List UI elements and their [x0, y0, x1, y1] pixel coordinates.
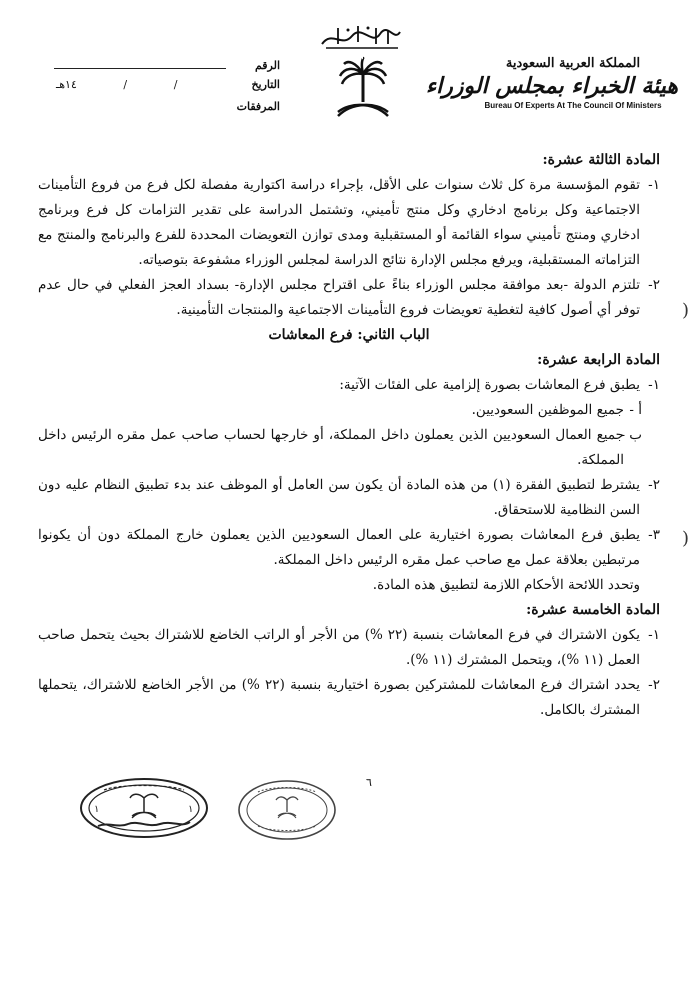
item-text: يشترط لتطبيق الفقرة (١) من هذه المادة أن يكون سن العامل أو الموظف عند بدء تطبيق النظام عليه دون السن النظامية للاستحقاق. [38, 477, 640, 518]
article-15-item-2 [38, 673, 660, 723]
svg-text:١: ١ [94, 804, 100, 815]
bureau-seal-stamp-icon [78, 776, 210, 840]
general-secretariat-seal-stamp-icon [236, 778, 338, 842]
date-row [50, 78, 280, 100]
number-row [50, 56, 280, 78]
reference-block [50, 56, 280, 122]
bureau-letterhead [425, 56, 678, 110]
page-number: ٦ [366, 776, 372, 789]
svg-text:١: ١ [188, 804, 194, 815]
item-text: تقوم المؤسسة مرة كل ثلاث سنوات على الأقل، بإجراء دراسة اكتوارية مفصلة لكل فرع من فروع التأمينات الاجتماعية وكل برنامج ادخاري وكل منتج تأميني، وتشتمل الدراسة على تقدير التزامات كل فرع وبرنامج ادخاري ومنتج تأميني سواء القائمة أو المستقبلية ومدى توازن التعويضات المحددة للفرع والبرنامج والمنتج مع التزاماته المستقبلية، ويرفع مجلس الإدارة نتائج الدراسة لمجلس الوزراء مشفوعة بتوصياته. [38, 177, 640, 268]
date-slash: / [123, 78, 128, 91]
item-number: ٢- [648, 477, 660, 493]
bureau-title-arabic: هيئة الخبراء بمجلس الوزراء [425, 73, 678, 99]
margin-mark: ) [682, 300, 690, 321]
item-number: ٣- [648, 527, 660, 543]
item-text: يحدد اشتراك فرع المعاشات للمشتركين بصورة اختيارية بنسبة (٢٢ %) من الأجر الخاضع للاشتراك، يتحملها المشترك بالكامل. [38, 677, 641, 718]
number-label: الرقم [254, 59, 280, 72]
article-14-heading: المادة الرابعة عشرة: [537, 352, 660, 368]
article-14-sub-a [38, 398, 660, 423]
date-slash: / [173, 78, 178, 91]
margin-mark: ) [682, 528, 690, 549]
item-number: ٢- [648, 277, 660, 293]
article-14-item-2 [38, 473, 660, 523]
item-text: يطبق فرع المعاشات بصورة اختيارية على العمال السعوديين الذين يعملون خارج المملكة دون أن يكونوا مرتبطين بعلاقة عمل مع صاحب عمل مقره الرئيس داخل المملكة. [38, 527, 640, 568]
document-body [38, 148, 660, 723]
number-line [54, 56, 226, 69]
article-14-item-3-continuation: وتحدد اللائحة الأحكام اللازمة لتطبيق هذه المادة. [372, 577, 640, 593]
article-14-sub-b [38, 423, 660, 473]
article-15-heading: المادة الخامسة عشرة: [526, 602, 660, 618]
sub-text: جميع الموظفين السعوديين. [471, 402, 624, 418]
item-number: ١- [648, 177, 660, 193]
article-13-heading: المادة الثالثة عشرة: [542, 152, 660, 168]
bureau-title-english: Bureau Of Experts At The Council Of Ministers [484, 101, 662, 110]
article-13-item-2 [38, 273, 660, 323]
palm-swords-emblem-icon [334, 56, 392, 120]
article-15-item-1 [38, 623, 660, 673]
basmala-calligraphy-icon [318, 22, 404, 54]
date-label: التاريخ [251, 78, 280, 91]
item-number: ١- [648, 627, 660, 643]
date-year: ١٤هـ [56, 78, 77, 91]
date-value [50, 78, 230, 91]
article-14-item-3 [38, 523, 660, 573]
item-number: ١- [648, 377, 660, 393]
item-text: يطبق فرع المعاشات بصورة إلزامية على الفئات الآتية: [339, 377, 640, 393]
sub-text: جميع العمال السعوديين الذين يعملون داخل المملكة، أو خارجها لحساب صاحب عمل مقره الرئيس داخل المملكة. [38, 427, 624, 468]
attachments-row [50, 100, 280, 122]
article-14-item-1 [38, 373, 660, 398]
chapter-heading: الباب الثاني: فرع المعاشات [268, 327, 430, 343]
item-text: يكون الاشتراك في فرع المعاشات بنسبة (٢٢ %) من الأجر أو الراتب الخاضع للاشتراك بحيث يتحمل صاحب العمل (١١ %)، ويتحمل المشترك (١١ %). [38, 627, 640, 668]
item-number: ٢- [648, 677, 660, 693]
sub-letter: ب - [620, 427, 642, 443]
attachments-label: المرفقات [236, 100, 280, 113]
kingdom-title: المملكة العربية السعودية [505, 56, 641, 71]
sub-letter: أ - [629, 402, 642, 418]
article-13-item-1 [38, 173, 660, 273]
item-text: تلتزم الدولة -بعد موافقة مجلس الوزراء بناءً على اقتراح مجلس الإدارة- بسداد العجز الفعلي في حال عدم توفر أي أصول كافية لتغطية تعويضات فروع التأمينات الاجتماعية والمنتجات التأمينية. [38, 277, 640, 318]
